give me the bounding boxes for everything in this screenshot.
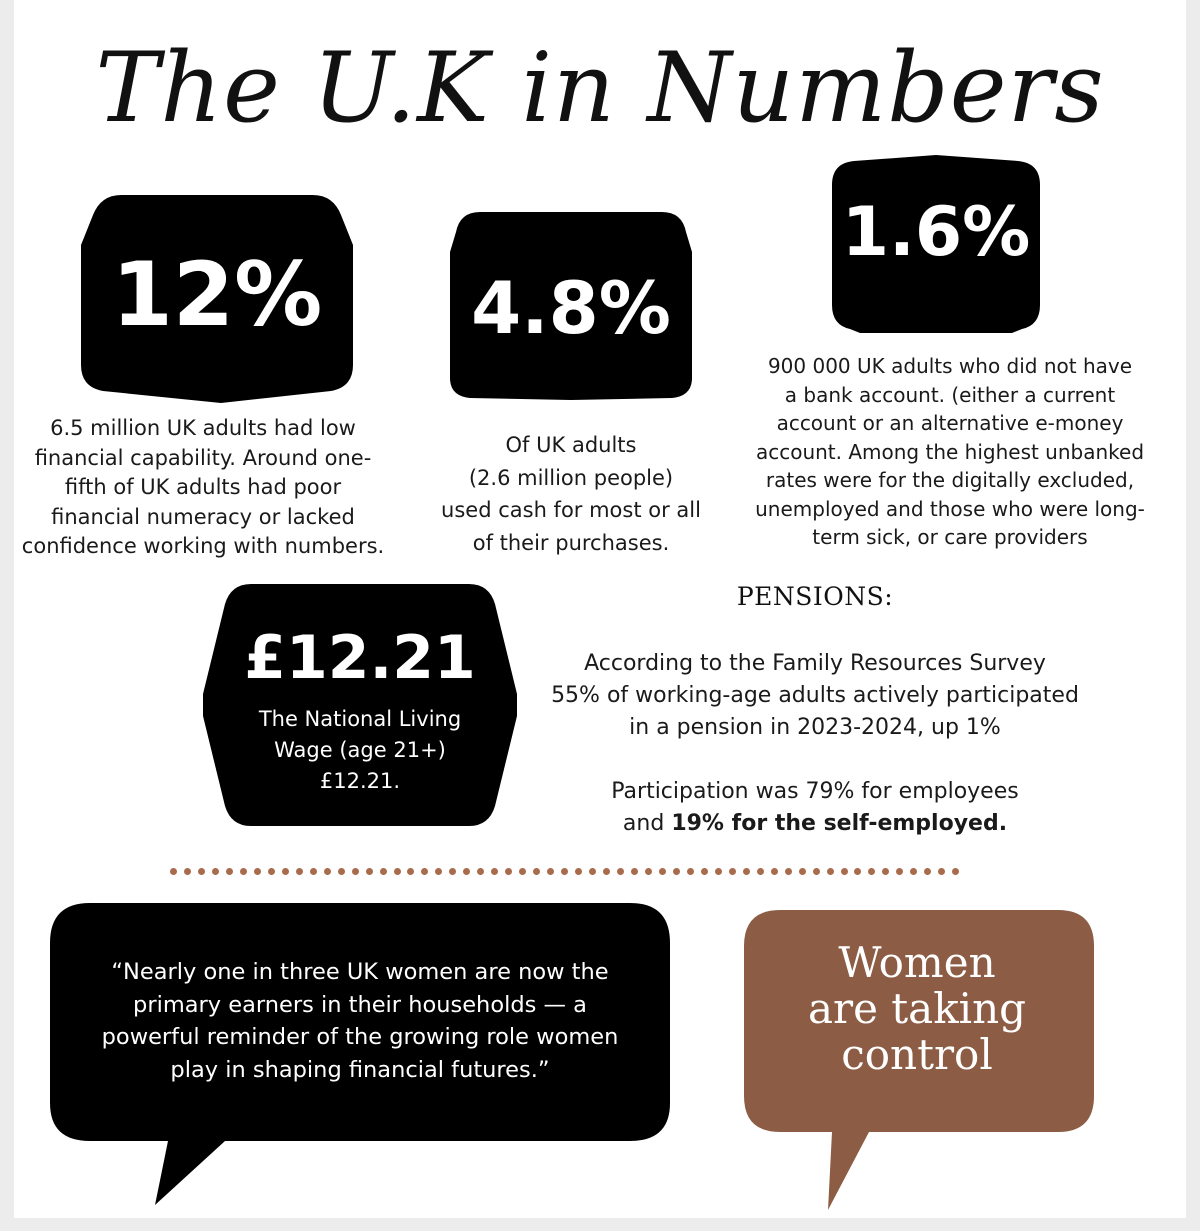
stat-badge-4-8-percent [450,212,692,400]
divider-dot [868,868,875,875]
description-line: term sick, or care providers [812,525,1088,549]
pensions-line: in a pension in 2023-2024, up 1% [629,715,1001,740]
divider-dot [282,868,289,875]
description-line: 6.5 million UK adults had low [50,416,356,440]
divider-dot [240,868,247,875]
quote-line: powerful reminder of the growing role women [101,1024,619,1050]
divider-dot [952,868,959,875]
pensions-line: 55% of working-age adults actively participated [551,683,1079,708]
living-wage-value: £12.21 [244,623,476,693]
pensions-text [520,648,1110,840]
divider-dot [854,868,861,875]
description-line: account. Among the highest unbanked [755,439,1145,464]
divider-dot [938,868,945,875]
divider-dot [226,868,233,875]
divider-dot [394,868,401,875]
divider-dot [477,868,484,875]
pensions-line: Participation was 79% for employees [611,779,1019,804]
divider-dot [268,868,275,875]
women-line: Women [838,938,996,987]
pensions-plain-text: and [622,811,672,836]
divider-dot [519,868,526,875]
divider-dot [743,868,750,875]
pensions-line [520,808,1110,840]
divider-dot [296,868,303,875]
caption-line: Wage (age 21+) [274,738,446,762]
stat-description-1 [18,414,388,562]
women-line: are taking [807,984,1027,1033]
divider-dot [575,868,582,875]
divider-dot [841,868,848,875]
divider-dot [533,868,540,875]
stat-badge-1-6-percent [832,155,1040,333]
living-wage-caption [203,704,517,797]
women-taking-control-text [746,940,1088,1078]
divider-dot [170,868,177,875]
description-line: financial capability. Around one- [34,445,372,470]
divider-dot [924,868,931,875]
description-line: rates were for the digitally excluded, [765,468,1135,492]
caption-line: £12.21. [319,769,401,793]
divider-dot [757,868,764,875]
page-title: The U.K in Numbers [95,32,1105,144]
description-line: account or an alternative e-money [776,411,1124,435]
divider-dot [324,868,331,875]
description-line: 900 000 UK adults who did not have [767,354,1133,378]
divider-dot [212,868,219,875]
description-line: unemployed and those who were long- [755,496,1145,521]
divider-dot [827,868,834,875]
divider-dot [352,868,359,875]
divider-dot [799,868,806,875]
stat-description-3 [740,352,1160,552]
divider-dot [338,868,345,875]
women-line: control [841,1030,993,1079]
divider-dot [449,868,456,875]
living-wage-badge [203,584,517,826]
divider-dot [896,868,903,875]
divider-dot [561,868,568,875]
divider-dot [813,868,820,875]
divider-dot [785,868,792,875]
description-line: financial numeracy or lacked [51,504,355,529]
divider-dot [603,868,610,875]
description-line: Of UK adults [505,433,637,457]
divider-dot [589,868,596,875]
divider-dot [673,868,680,875]
divider-dot [645,868,652,875]
divider-dot [463,868,470,875]
divider-dot [184,868,191,875]
description-line: a bank account. (either a current [784,382,1116,407]
divider-dot [407,868,414,875]
divider-dot [771,868,778,875]
divider-dot [715,868,722,875]
divider-dot [198,868,205,875]
description-line: used cash for most or all [441,498,701,522]
description-line: (2.6 million people) [468,465,674,490]
divider-dot [882,868,889,875]
divider-dot [659,868,666,875]
quote-text [55,956,665,1086]
quote-line: “Nearly one in three UK women are now the [111,959,609,985]
divider-dot [910,868,917,875]
divider-dot [254,868,261,875]
quote-line: play in shaping financial futures.” [170,1056,550,1083]
pensions-bold-text: 19% for the self-employed. [671,811,1008,836]
pensions-heading: PENSIONS: [736,582,894,611]
divider-dot [505,868,512,875]
divider-dot [631,868,638,875]
caption-line: The National Living [258,707,462,731]
description-line: of their purchases. [472,530,670,555]
divider-dot [366,868,373,875]
stat-badge-12-percent [81,195,353,403]
pensions-line: According to the Family Resources Survey [584,651,1046,676]
divider-dot [380,868,387,875]
divider-dot [729,868,736,875]
quote-line: primary earners in their households — a [133,991,587,1018]
divider-dot [547,868,554,875]
description-line: fifth of UK adults had poor [64,475,342,499]
divider-dot [701,868,708,875]
divider-dot [687,868,694,875]
divider-dot [491,868,498,875]
dotted-divider [170,865,960,877]
divider-dot [435,868,442,875]
divider-dot [617,868,624,875]
stat-value: 1.6% [841,193,1031,272]
stat-value: 4.8% [471,266,671,350]
divider-dot [310,868,317,875]
description-line: confidence working with numbers. [21,534,385,558]
stat-value: 12% [111,243,323,346]
stat-description-2 [416,429,726,559]
divider-dot [421,868,428,875]
